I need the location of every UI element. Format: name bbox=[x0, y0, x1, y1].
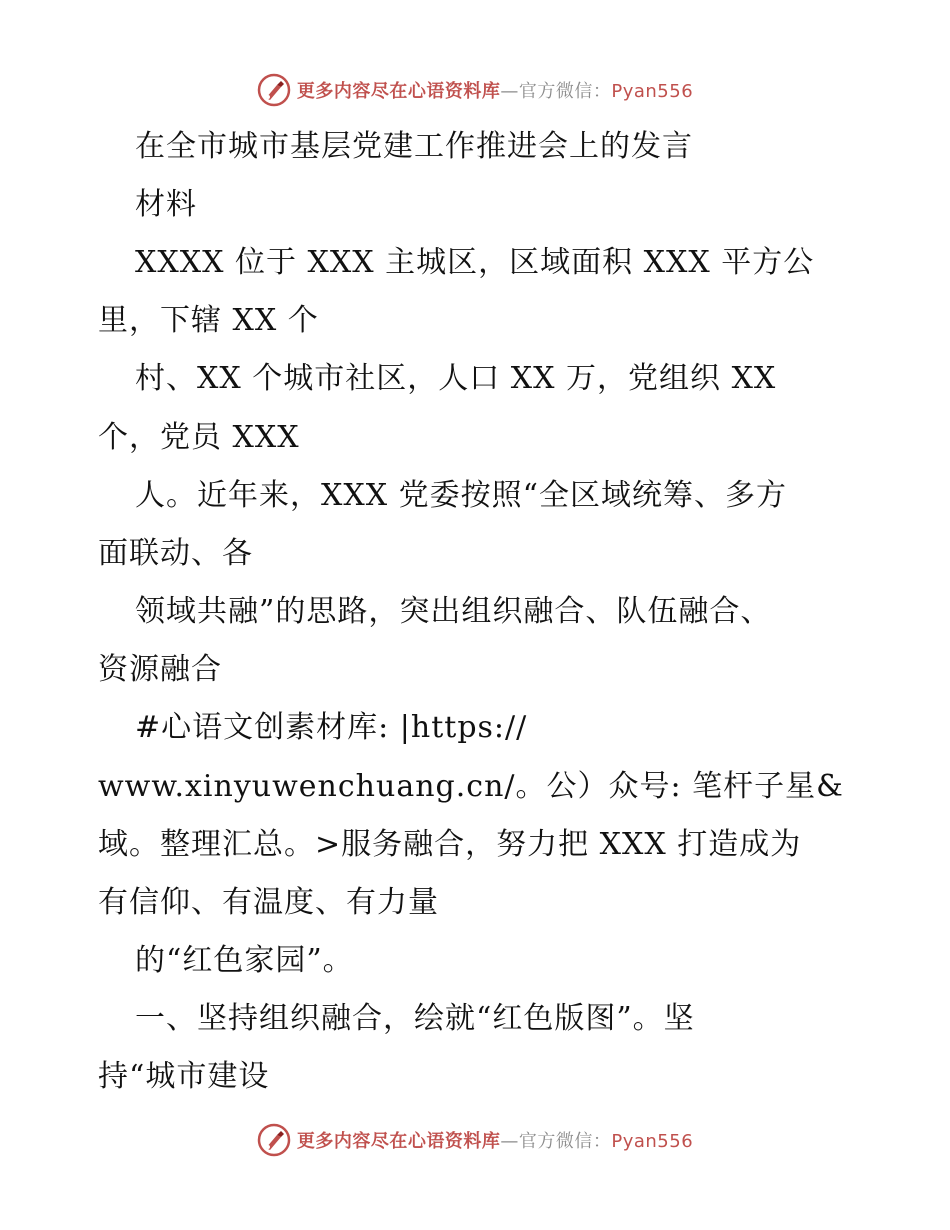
footer-banner bbox=[0, 1118, 950, 1162]
doc-line: XXXX 位于 XXX 主城区，区域面积 XXX 平方公 bbox=[135, 245, 815, 280]
doc-line: #心语文创素材库: |https:// bbox=[135, 710, 528, 745]
doc-line: 里，下辖 XX 个 bbox=[98, 303, 319, 338]
doc-line: 在全市城市基层党建工作推进会上的发言 bbox=[135, 129, 693, 164]
header-separator: — bbox=[500, 81, 519, 102]
header-suffix: 官方微信： bbox=[518, 81, 612, 102]
footer-suffix: 官方微信： bbox=[518, 1131, 612, 1152]
header-wechat-id: Pyan556 bbox=[611, 81, 694, 102]
footer-separator: — bbox=[500, 1131, 519, 1152]
doc-line: 领域共融”的思路，突出组织融合、队伍融合、 bbox=[135, 594, 772, 629]
doc-line: 材料 bbox=[135, 187, 197, 222]
doc-line: 资源融合 bbox=[98, 652, 222, 687]
pen-nib-logo-icon bbox=[257, 1123, 291, 1157]
doc-line: 的“红色家园”。 bbox=[135, 943, 354, 978]
doc-line: 人。近年来，XXX 党委按照“全区域统筹、多方 bbox=[135, 478, 787, 513]
doc-line: 域。整理汇总。>服务融合，努力把 XXX 打造成为 bbox=[98, 827, 802, 862]
doc-line: 一、坚持组织融合，绘就“红色版图”。坚 bbox=[135, 1001, 695, 1036]
header-prefix: 更多内容尽在心语资料库 bbox=[296, 81, 501, 102]
doc-line: 个，党员 XXX bbox=[98, 420, 300, 455]
doc-line: 有信仰、有温度、有力量 bbox=[98, 885, 439, 920]
footer-prefix: 更多内容尽在心语资料库 bbox=[296, 1131, 501, 1152]
doc-line: 面联动、各 bbox=[98, 536, 253, 571]
doc-line: www.xinyuwenchuang.cn/。公）众号: 笔杆子星& bbox=[98, 769, 844, 804]
doc-line: 村、XX 个城市社区，人口 XX 万，党组织 XX bbox=[135, 361, 777, 396]
footer-wechat-id: Pyan556 bbox=[611, 1131, 694, 1152]
doc-line: 持“城市建设 bbox=[98, 1059, 270, 1094]
